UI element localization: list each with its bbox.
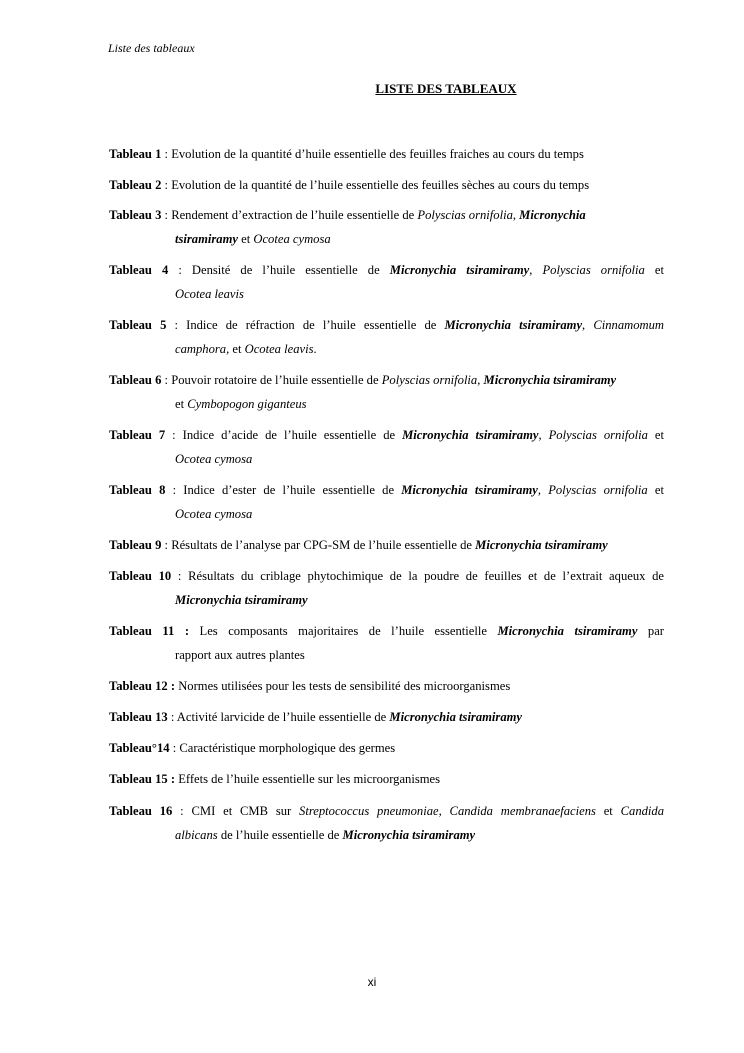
table-entry-6: Tableau 6 : Pouvoir rotatoire de l’huile essentielle de Polyscias ornifolia, Micronychia tsiramiramy et Cymbopogon giganteus bbox=[109, 373, 617, 411]
entry-label: Tableau 6 bbox=[109, 373, 162, 387]
entry-label: Tableau 11 : bbox=[109, 624, 190, 638]
table-entry-10: Tableau 10 : Résultats du criblage phytochimique de la poudre de feuilles et de l’extrait aqueux de Micronychia tsiramiramy bbox=[109, 569, 665, 607]
entry-label: Tableau 16 bbox=[109, 804, 173, 818]
running-header: Liste des tableaux bbox=[108, 41, 195, 55]
page-title bbox=[0, 81, 744, 97]
table-entry-14: Tableau°14 : Caractéristique morphologique des germes bbox=[109, 741, 396, 755]
entry-label: Tableau 9 bbox=[109, 538, 162, 552]
table-entry-11: Tableau 11 : Les composants majoritaires de l’huile essentielle Micronychia tsiramiramy par rapport aux autres plantes bbox=[109, 624, 664, 662]
table-entry-15: Tableau 15 : Effets de l’huile essentielle sur les microorganismes bbox=[109, 772, 441, 786]
entry-label: Tableau 2 bbox=[109, 178, 162, 192]
table-entry-3: Tableau 3 : Rendement d’extraction de l’huile essentielle de Polyscias ornifolia, Micronychia tsiramiramy et Ocotea cymosa bbox=[109, 208, 586, 246]
table-entry-2: Tableau 2 : Evolution de la quantité de l’huile essentielle des feuilles sèches au cours du temps bbox=[109, 178, 590, 192]
table-entry-5: Tableau 5 : Indice de réfraction de l’huile essentielle de Micronychia tsiramiramy, Cinnamomum camphora, et Ocotea leavis. bbox=[109, 318, 664, 356]
table-entry-13: Tableau 13 : Activité larvicide de l’huile essentielle de Micronychia tsiramiramy bbox=[109, 710, 523, 724]
page-number: xi bbox=[367, 975, 377, 989]
table-entry-4: Tableau 4 : Densité de l’huile essentielle de Micronychia tsiramiramy, Polyscias ornifolia et Ocotea leavis bbox=[109, 263, 665, 301]
page-title-text: LISTE DES TABLEAUX bbox=[375, 81, 517, 96]
table-entry-1: Tableau 1 : Evolution de la quantité d’huile essentielle des feuilles fraiches au cours du temps bbox=[109, 147, 584, 161]
entry-label: Tableau 15 : bbox=[109, 772, 176, 786]
entry-label: Tableau 7 bbox=[109, 428, 166, 442]
table-entry-9: Tableau 9 : Résultats de l’analyse par CPG-SM de l’huile essentielle de Micronychia tsiramiramy bbox=[109, 538, 608, 552]
entry-label: Tableau 10 bbox=[109, 569, 172, 583]
entry-label: Tableau 5 bbox=[109, 318, 167, 332]
table-entry-16: Tableau 16 : CMI et CMB sur Streptococcus pneumoniae, Candida membranaefaciens et Candida albicans de l’huile essentielle de Micronychia tsiramiramy bbox=[109, 804, 665, 842]
entry-label: Tableau 12 : bbox=[109, 679, 176, 693]
table-entry-7: Tableau 7 : Indice d’acide de l’huile essentielle de Micronychia tsiramiramy, Polyscias ornifolia et Ocotea cymosa bbox=[109, 428, 664, 466]
entry-label: Tableau 3 bbox=[109, 208, 162, 222]
entry-label: Tableau 13 bbox=[109, 710, 168, 724]
table-entry-12: Tableau 12 : Normes utilisées pour les tests de sensibilité des microorganismes bbox=[109, 679, 511, 693]
entry-label: Tableau 1 bbox=[109, 147, 162, 161]
entry-label: Tableau 8 bbox=[109, 483, 166, 497]
table-entry-8: Tableau 8 : Indice d’ester de l’huile essentielle de Micronychia tsiramiramy, Polyscias ornifolia et Ocotea cymosa bbox=[109, 483, 665, 521]
entry-label: Tableau°14 bbox=[109, 741, 170, 755]
entry-label: Tableau 4 bbox=[109, 263, 169, 277]
